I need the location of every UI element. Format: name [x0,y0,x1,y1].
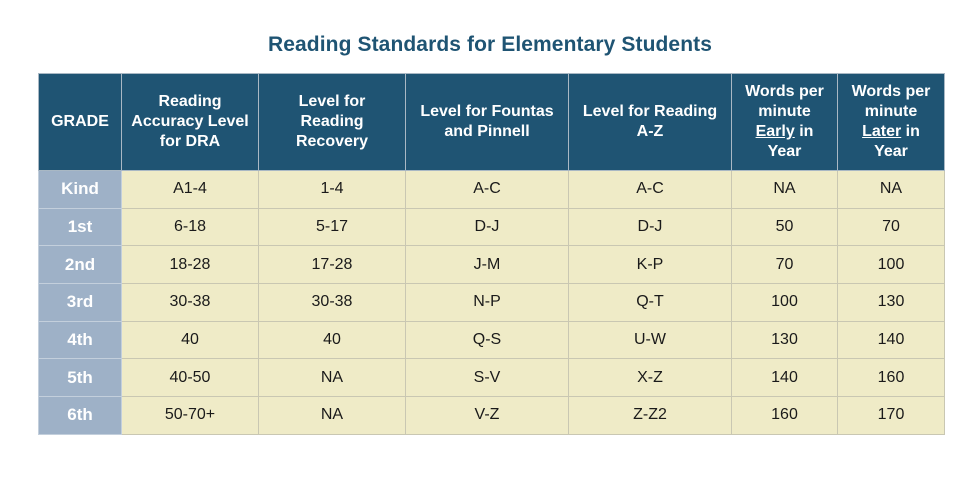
header-wpm-early [732,74,838,171]
table-row [39,284,945,322]
cell-reading-a-z: Q-T [569,284,732,322]
cell-fountas-pinnell: N-P [406,284,569,322]
header-row [39,74,945,171]
page-title: Reading Standards for Elementary Students [267,33,713,56]
cell-reading-recovery: 1-4 [259,171,406,209]
cell-fountas-pinnell: S-V [406,359,569,397]
cell-grade: 2nd [39,246,122,284]
cell-fountas-pinnell: V-Z [406,397,569,435]
header-wpm-later-post: in Year [874,123,920,160]
header-fountas-pinnell: Level for Fountas and Pinnell [406,74,569,171]
cell-fountas-pinnell: D-J [406,208,569,246]
cell-reading-a-z: U-W [569,321,732,359]
cell-wpm-early: NA [732,171,838,209]
cell-dra: 50-70+ [122,397,259,435]
cell-reading-a-z: X-Z [569,359,732,397]
cell-wpm-early: 130 [732,321,838,359]
header-wpm-later-underlined: Later [862,123,902,140]
cell-reading-recovery: NA [259,359,406,397]
cell-wpm-later: 160 [838,359,945,397]
table-row [39,359,945,397]
header-wpm-early-post: in Year [767,123,814,160]
table-row [39,397,945,435]
header-wpm-later [838,74,945,171]
header-wpm-early-pre: Words per minute [745,83,824,120]
table-row [39,208,945,246]
header-wpm-early-underlined: Early [755,123,795,140]
cell-wpm-early: 160 [732,397,838,435]
cell-reading-a-z: A-C [569,171,732,209]
header-wpm-later-pre: Words per minute [851,83,931,120]
cell-fountas-pinnell: J-M [406,246,569,284]
cell-reading-recovery: 5-17 [259,208,406,246]
header-dra: Reading Accuracy Level for DRA [122,74,259,171]
header-reading-a-z: Level for Reading A-Z [569,74,732,171]
cell-reading-recovery: 17-28 [259,246,406,284]
cell-grade: 4th [39,321,122,359]
cell-grade: 6th [39,397,122,435]
cell-grade: 3rd [39,284,122,322]
cell-grade: 1st [39,208,122,246]
cell-reading-a-z: K-P [569,246,732,284]
cell-dra: 30-38 [122,284,259,322]
reading-standards-table [38,73,945,435]
cell-wpm-early: 140 [732,359,838,397]
cell-wpm-later: 100 [838,246,945,284]
cell-reading-recovery: NA [259,397,406,435]
cell-grade: 5th [39,359,122,397]
cell-wpm-later: 130 [838,284,945,322]
table-body [39,171,945,435]
cell-wpm-later: 140 [838,321,945,359]
cell-dra: A1-4 [122,171,259,209]
cell-dra: 40-50 [122,359,259,397]
cell-wpm-early: 70 [732,246,838,284]
cell-dra: 40 [122,321,259,359]
cell-reading-a-z: Z-Z2 [569,397,732,435]
table-row [39,321,945,359]
cell-wpm-later: 70 [838,208,945,246]
cell-dra: 18-28 [122,246,259,284]
header-grade: GRADE [39,74,122,171]
table-row [39,171,945,209]
cell-wpm-early: 50 [732,208,838,246]
cell-grade: Kind [39,171,122,209]
cell-reading-a-z: D-J [569,208,732,246]
cell-wpm-early: 100 [732,284,838,322]
cell-fountas-pinnell: A-C [406,171,569,209]
table-row [39,246,945,284]
cell-reading-recovery: 30-38 [259,284,406,322]
header-reading-recovery: Level for Reading Recovery [259,74,406,171]
cell-wpm-later: NA [838,171,945,209]
cell-wpm-later: 170 [838,397,945,435]
cell-dra: 6-18 [122,208,259,246]
cell-reading-recovery: 40 [259,321,406,359]
cell-fountas-pinnell: Q-S [406,321,569,359]
